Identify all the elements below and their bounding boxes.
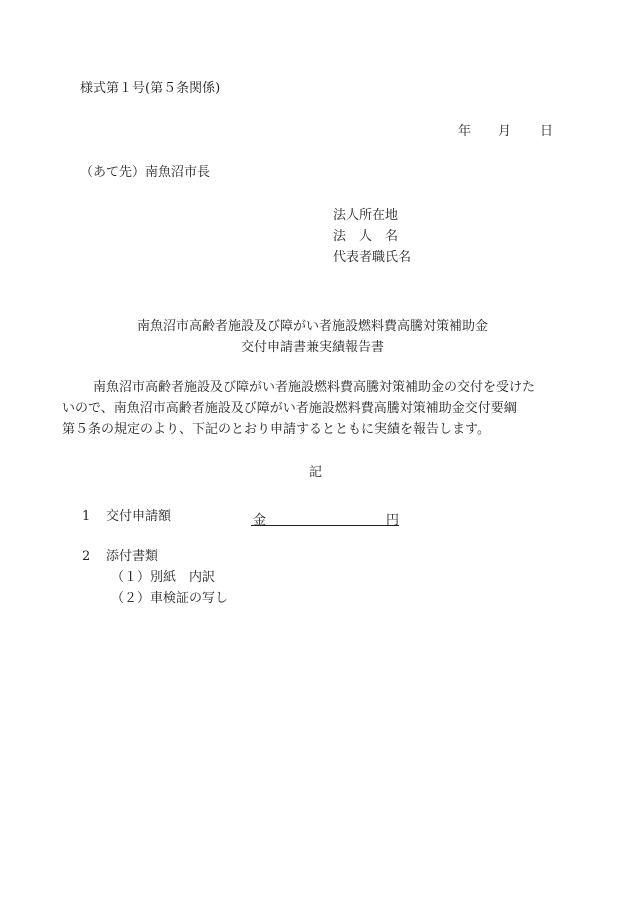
item-1-label: 交付申請額 [106, 509, 172, 524]
document-title [0, 316, 630, 358]
date-year-label: 年 [458, 124, 472, 139]
item-1-number: 1 [82, 509, 91, 524]
body-line-1: 南魚沼市高齢者施設及び障がい者施設燃料費高騰対策補助金の交付を受けた [80, 380, 536, 395]
title-line-2: 交付申請書兼実績報告書 [240, 340, 384, 355]
date-day-label: 日 [540, 124, 554, 139]
body-line-3: 第５条の規定のより、下記のとおり申請するとともに実績を報告します。 [62, 422, 490, 437]
form-number: 様式第１号(第５条関係) [80, 81, 221, 96]
amount-field[interactable] [251, 509, 399, 526]
amount-suffix: 円 [385, 513, 399, 528]
item-2-label: 添付書類 [106, 549, 159, 564]
applicant-fields [333, 208, 411, 271]
body-line-2: いので、南魚沼市高齢者施設及び障がい者施設燃料費高騰対策補助金交付要綱 [62, 401, 517, 416]
item-2-number: 2 [82, 549, 91, 564]
title-line-1: 南魚沼市高齢者施設及び障がい者施設燃料費高騰対策補助金 [136, 319, 488, 334]
attachment-item-1: （１）別紙 内訳 [111, 570, 216, 585]
attachment-item-2: （２）車検証の写し [111, 591, 229, 606]
applicant-address-label: 法人所在地 [333, 208, 399, 223]
representative-name-label: 代表者職氏名 [333, 250, 412, 265]
amount-prefix: 金 [253, 513, 267, 528]
ki-label: 記 [309, 465, 323, 480]
body-paragraph [62, 377, 560, 440]
applicant-name-label: 法 人 名 [333, 229, 399, 244]
date-month-label: 月 [498, 124, 512, 139]
addressee: （あて先）南魚沼市長 [80, 165, 211, 180]
